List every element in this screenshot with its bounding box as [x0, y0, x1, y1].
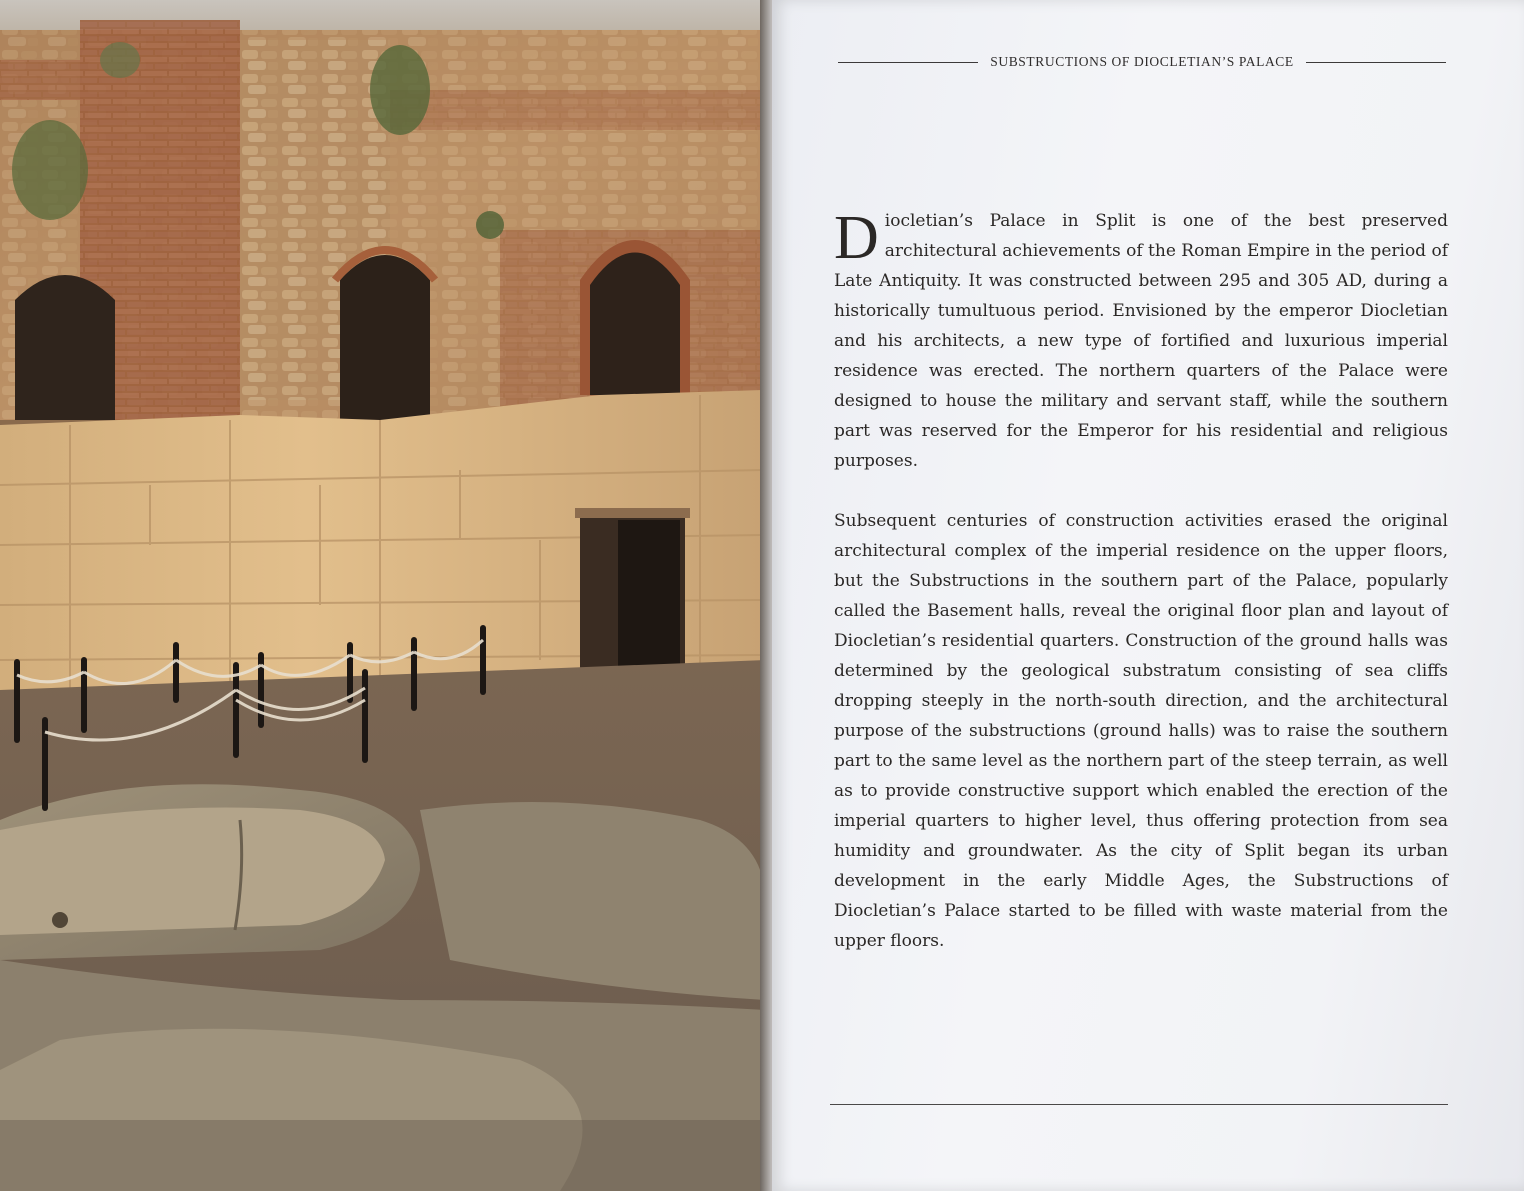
text-page — [772, 0, 1524, 1191]
header-rule-left — [838, 62, 978, 63]
paragraph-2: Subsequent centuries of construction activities erased the original architectural complex of the imperial residence on the upper floors, but the Substructions in the southern part of the Palace, popularly called the Basement halls, reveal the original floor plan and layout of Diocletian’s residential quarters. Construction of the ground halls was determined by the geological substratum consisting of sea cliffs dropping steeply in the north-south direction, and the architectural purpose of the substructions (ground halls) was to raise the southern part to the same level as the northern part of the steep terrain, as well as to provide constructive support which enabled the erection of the imperial quarters to higher level, thus offering protection from sea humidity and groundwater. As the city of Split began its urban development in the early Middle Ages, the Substructions of Diocletian’s Palace started to be filled with waste material from the upper floors. — [834, 511, 1448, 951]
paragraph-1 — [834, 206, 1448, 476]
running-title: SUBSTRUCTIONS OF DIOCLETIAN’S PALACE — [990, 54, 1294, 69]
running-head — [838, 52, 1446, 72]
paragraph-1-text: iocletian’s Palace in Split is one of the best preserved architectural achievements of the Roman Empire in the period of Late Antiquity. It was constructed between 295 and 305 AD, during a historically tumultuous period. Envisioned by the emperor Diocletian and his architects, a new type of fortified and luxurious imperial residence was erected. The northern quarters of the Palace were designed to house the military and servant staff, while the southern part was reserved for the Emperor for his residential and religious purposes. — [834, 211, 1448, 471]
footer-rule — [830, 1104, 1448, 1105]
drop-cap: D — [834, 204, 879, 272]
article-body — [834, 206, 1448, 956]
header-rule-right — [1306, 62, 1446, 63]
